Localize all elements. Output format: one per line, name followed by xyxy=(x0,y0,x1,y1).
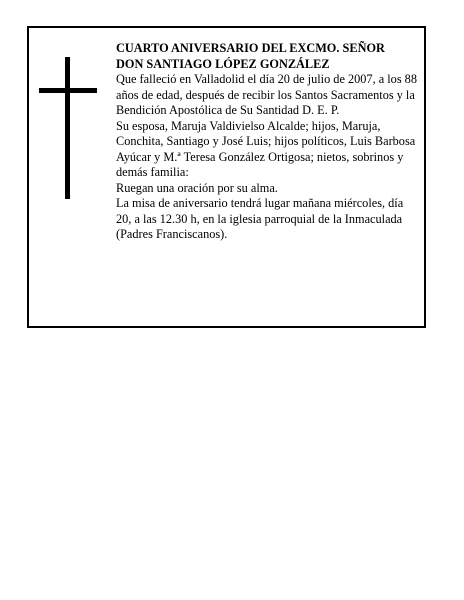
notice-heading-line1: CUARTO ANIVERSARIO DEL EXCMO. SEÑOR xyxy=(116,41,385,55)
cross-icon xyxy=(39,57,97,199)
cross-vertical-bar xyxy=(65,57,70,199)
notice-prayer-paragraph: Ruegan una oración por su alma. xyxy=(116,180,278,195)
notice-text xyxy=(116,41,421,243)
notice-death-paragraph: Que falleció en Valladolid el día 20 de julio de 2007, a los 88 años de edad, después de recibir los Santos Sacramentos y la Bendición Apostólica de Su Santidad D. E. P. xyxy=(116,72,417,117)
obituary-notice xyxy=(27,26,426,328)
cross-horizontal-bar xyxy=(39,88,97,93)
notice-family-paragraph: Su esposa, Maruja Valdivielso Alcalde; hijos, Maruja, Conchita, Santiago y José Luis; hijos políticos, Luis Barbosa Ayúcar y M.ª Teresa González Ortigosa; nietos, sobrinos y demás familia: xyxy=(116,118,416,179)
notice-mass-paragraph: La misa de aniversario tendrá lugar mañana miércoles, día 20, a las 12.30 h, en la iglesia parroquial de la Inmaculada (Padres Franciscanos). xyxy=(116,196,404,241)
notice-heading-line2: DON SANTIAGO LÓPEZ GONZÁLEZ xyxy=(116,56,330,71)
